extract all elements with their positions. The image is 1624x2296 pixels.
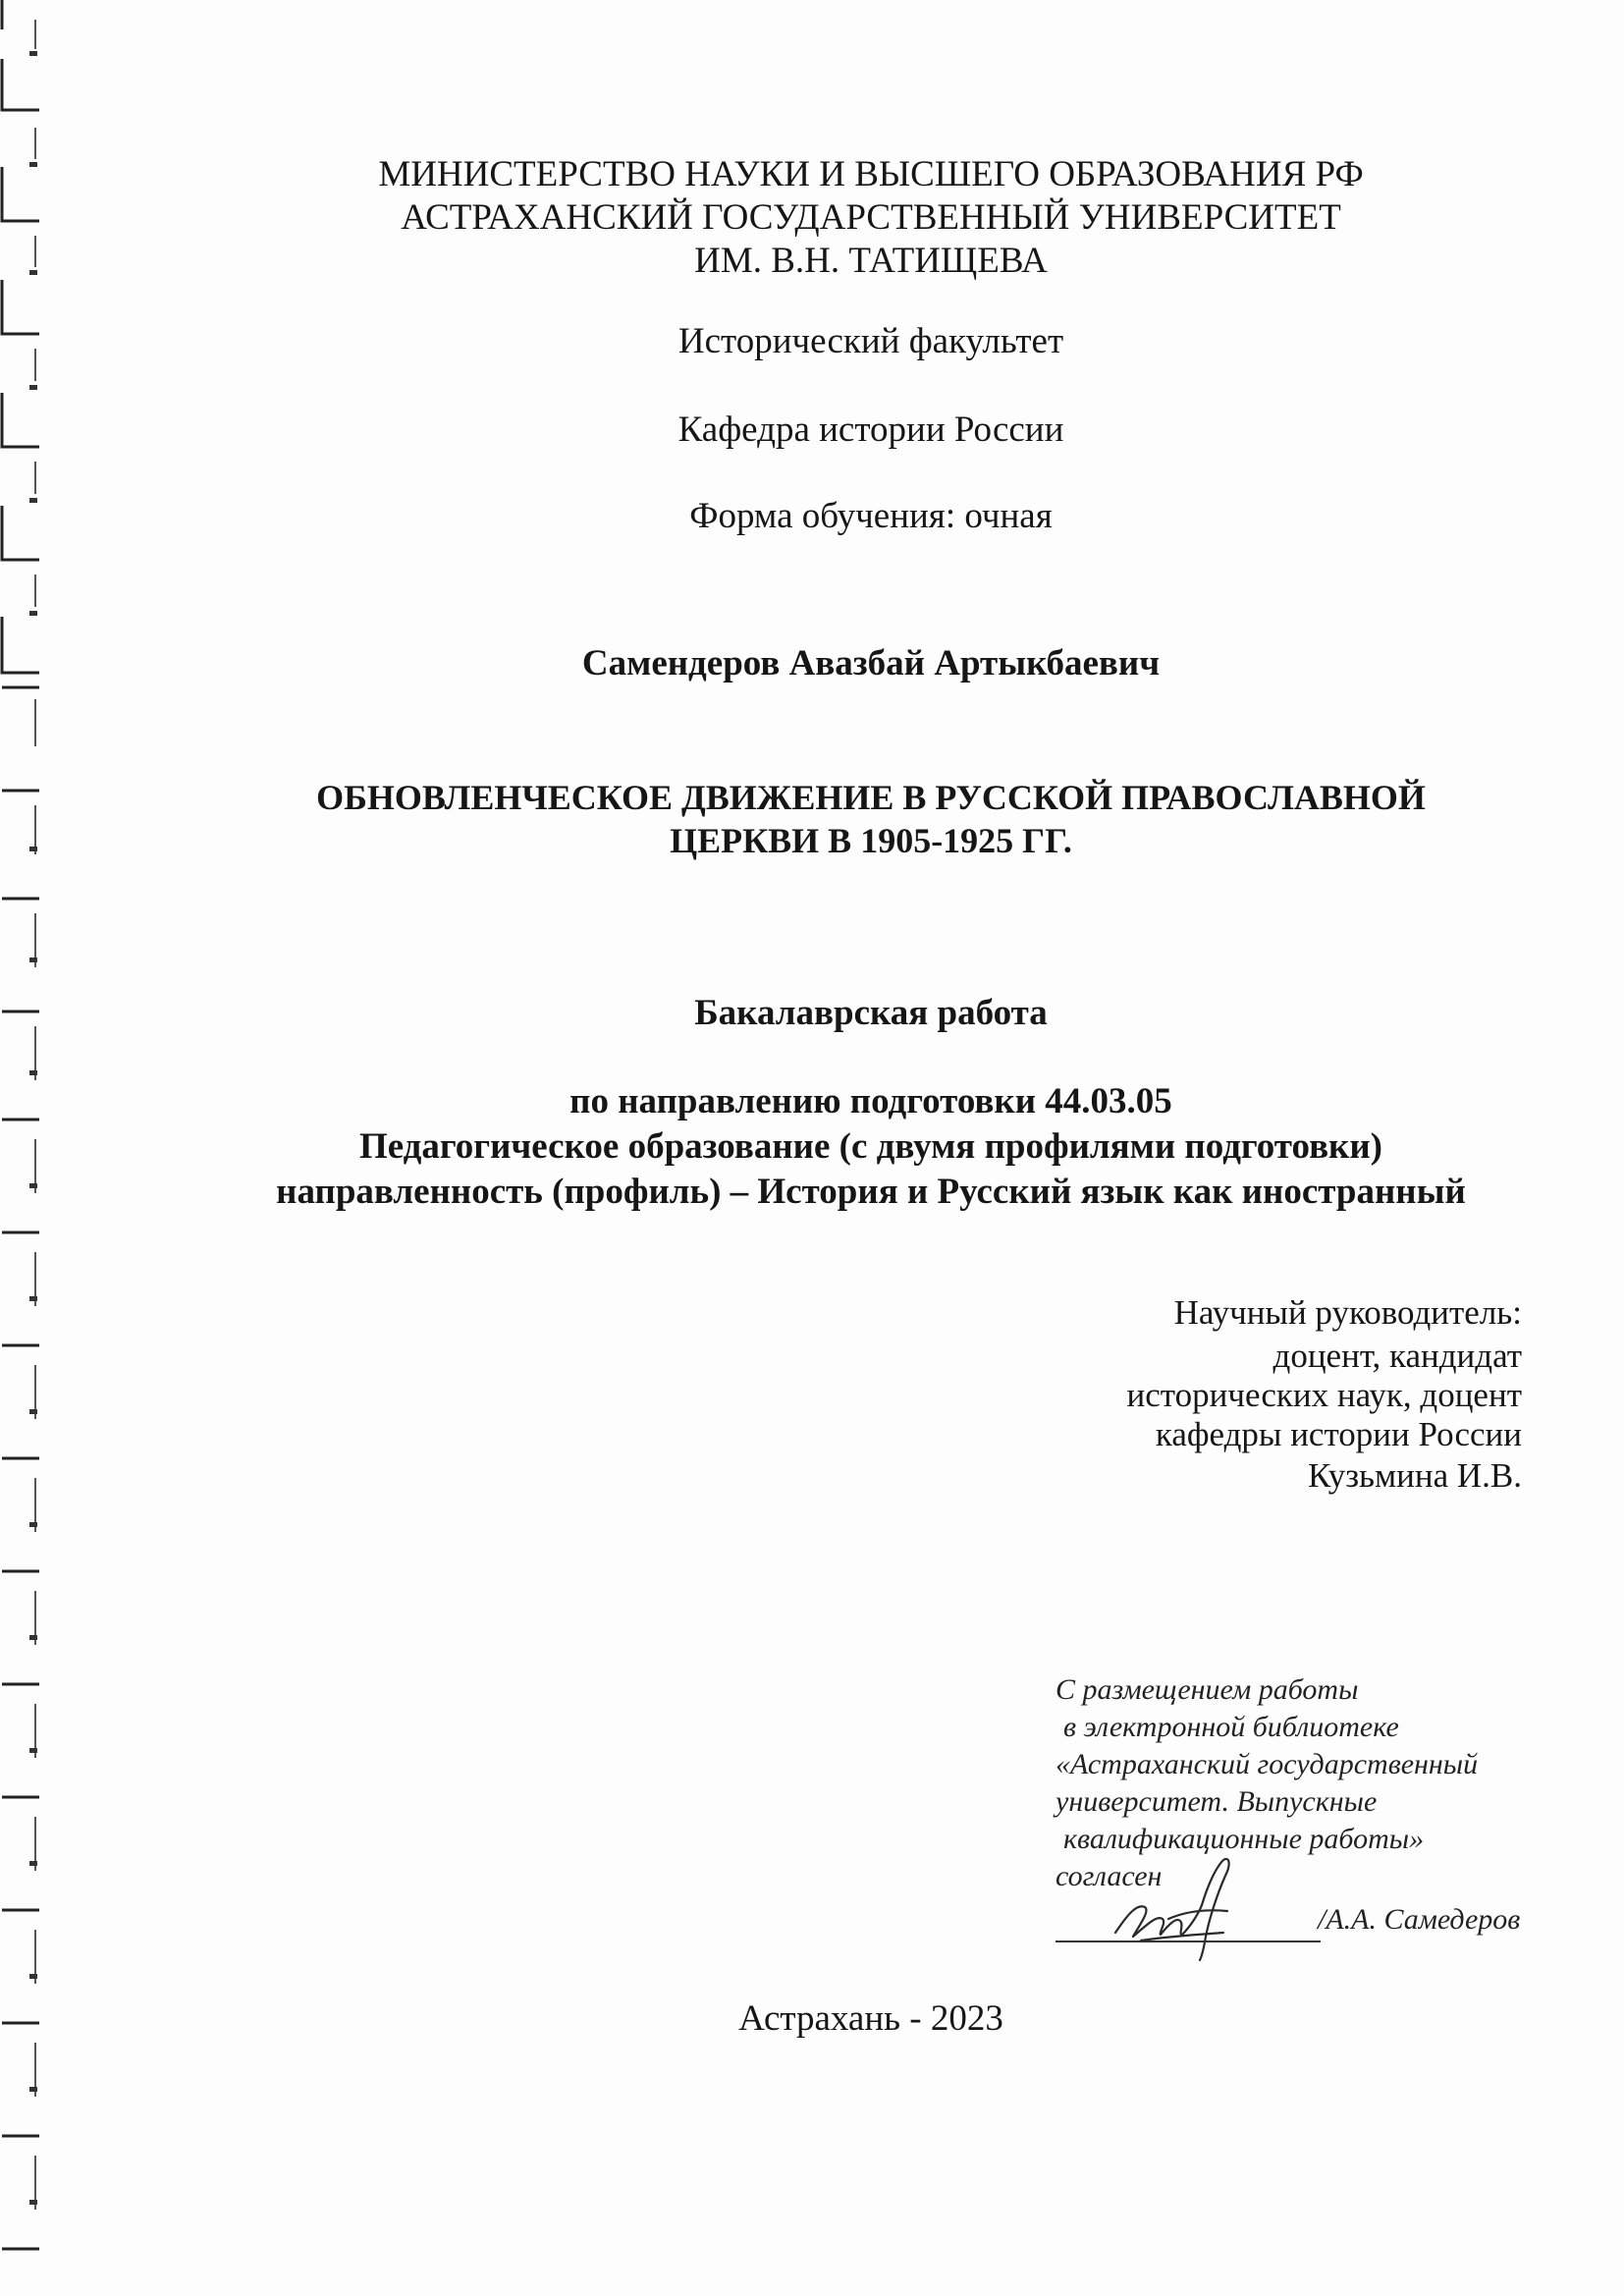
ministry-name: МИНИСТЕРСТВО НАУКИ И ВЫСШЕГО ОБРАЗОВАНИЯ РФ: [378, 154, 1364, 194]
consent-line-4: университет. Выпускные: [1056, 1785, 1378, 1818]
handwritten-signature-icon: [1108, 1846, 1245, 1964]
university-name: АСТРАХАНСКИЙ ГОСУДАРСТВЕННЫЙ УНИВЕРСИТЕТ: [401, 197, 1341, 238]
department-name: Кафедра истории России: [677, 410, 1064, 450]
study-form: Форма обучения: очная: [689, 496, 1053, 536]
consent-line-3: «Астраханский государственный: [1056, 1748, 1479, 1780]
direction-line-2: Педагогическое образование (с двумя профилями подготовки): [358, 1126, 1383, 1167]
city-year: Астрахань - 2023: [738, 1998, 1003, 2039]
supervisor-name: Кузьмина И.В.: [1307, 1456, 1522, 1495]
consent-line-5: квалификационные работы»: [1063, 1823, 1425, 1855]
direction-line-1: по направлению подготовки 44.03.05: [569, 1081, 1172, 1121]
faculty-name: Исторический факультет: [677, 321, 1064, 361]
direction-line-3: направленность (профиль) – История и Русский язык как иностранный: [276, 1172, 1466, 1212]
thesis-title-line-2: ЦЕРКВИ В 1905-1925 ГГ.: [670, 821, 1072, 860]
consent-line-1: С размещением работы: [1056, 1673, 1359, 1706]
thesis-title-line-1: ОБНОВЛЕНЧЕСКОЕ ДВИЖЕНИЕ В РУССКОЙ ПРАВОСЛАВНОЙ: [316, 778, 1426, 817]
consent-line-2: в электронной библиотеке: [1063, 1711, 1399, 1743]
author-name: Самендеров Авазбай Артыкбаевич: [581, 643, 1161, 683]
supervisor-position: доцент, кандидат: [1272, 1337, 1522, 1375]
supervisor-department: кафедры истории России: [1155, 1415, 1522, 1453]
consent-line-6: согласен: [1056, 1860, 1163, 1892]
signer-name: /А.А. Самедеров: [1318, 1903, 1521, 1936]
work-type: Бакалаврская работа: [694, 993, 1048, 1033]
supervisor-degree: исторических наук, доцент: [1126, 1376, 1522, 1414]
university-name-suffix: ИМ. В.Н. ТАТИЩЕВА: [694, 241, 1048, 281]
supervisor-label: Научный руководитель:: [1173, 1293, 1522, 1332]
